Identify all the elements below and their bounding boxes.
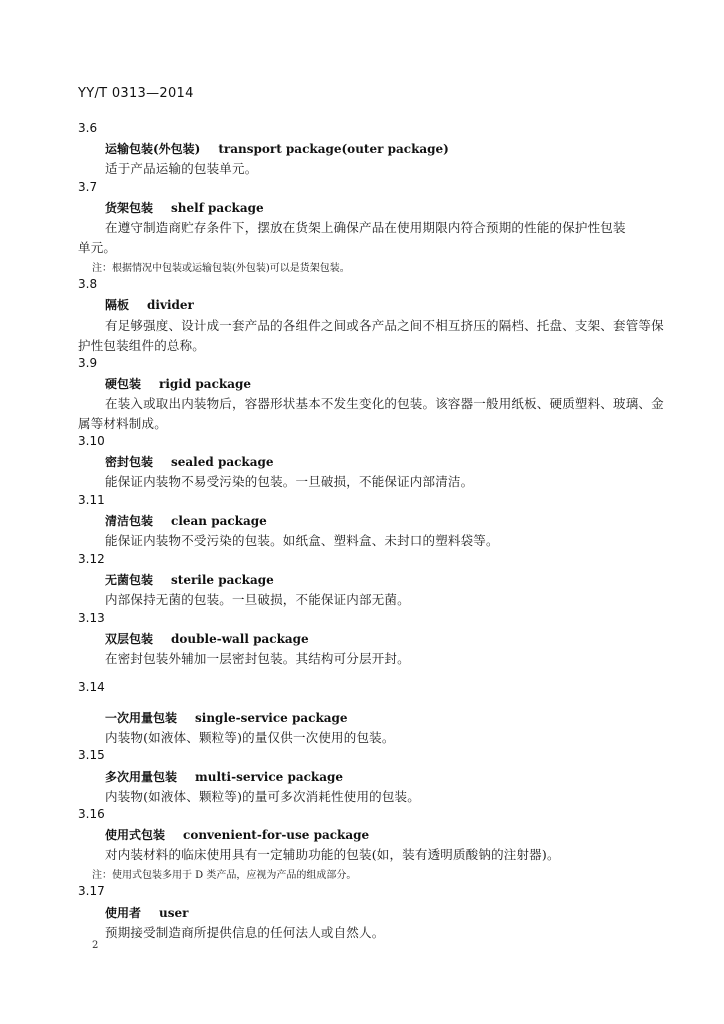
term-zh: 双层包装	[105, 632, 154, 646]
term-zh: 清洁包装	[105, 514, 154, 528]
term-heading	[105, 904, 188, 921]
clause-number: 3.12	[78, 552, 105, 566]
term-heading	[105, 453, 274, 470]
clause-number: 3.6	[78, 121, 98, 135]
term-heading	[105, 375, 251, 392]
definition-line: 对内装材料的临床使用具有一定辅助功能的包装(如，装有透明质酸钠的注射器)。	[105, 847, 560, 862]
note: 注：使用式包装多用于 D 类产品，应视为产品的组成部分。	[92, 870, 357, 881]
clause-number: 3.8	[78, 277, 98, 291]
definition-line: 有足够强度、设计成一套产品的各组件之间或各产品之间不相互挤压的隔档、托盘、支架、套管等保	[105, 318, 664, 333]
term-en: multi-service package	[195, 770, 344, 784]
term-heading	[105, 709, 348, 726]
term-en: clean package	[171, 514, 267, 528]
term-zh: 使用者	[105, 906, 142, 920]
clause-number: 3.11	[78, 493, 105, 507]
term-zh: 货架包装	[105, 201, 154, 215]
term-en: convenient-for-use package	[183, 828, 370, 842]
term-en: sterile package	[171, 573, 274, 587]
term-heading	[105, 140, 449, 157]
term-zh: 密封包装	[105, 455, 154, 469]
term-zh: 一次用量包装	[105, 711, 178, 725]
term-heading	[105, 630, 309, 647]
definition-line: 内装物(如液体、颗粒等)的量仅供一次使用的包装。	[105, 730, 395, 745]
definition-line: 能保证内装物不易受污染的包装。一旦破损，不能保证内部清洁。	[105, 474, 474, 489]
term-heading	[105, 768, 343, 785]
term-heading	[105, 512, 267, 529]
term-en: sealed package	[171, 455, 274, 469]
definition-line: 预期接受制造商所提供信息的任何法人或自然人。	[105, 925, 385, 940]
term-heading	[105, 296, 194, 313]
definition-line: 护性包装组件的总称。	[78, 338, 206, 353]
term-heading	[105, 199, 264, 216]
term-zh: 多次用量包装	[105, 770, 178, 784]
clause-number: 3.16	[78, 807, 105, 821]
clause-number: 3.15	[78, 748, 105, 762]
term-zh: 无菌包装	[105, 573, 154, 587]
definition-line: 单元。	[78, 240, 117, 255]
definition-line: 属等材料制成。	[78, 416, 167, 431]
definition-line: 内装物(如液体、颗粒等)的量可多次消耗性使用的包装。	[105, 789, 420, 804]
page-number: 2	[92, 940, 99, 951]
term-en: divider	[147, 298, 194, 312]
term-zh: 隔板	[105, 298, 130, 312]
clause-number: 3.10	[78, 434, 105, 448]
clause-number: 3.14	[78, 680, 105, 694]
clause-number: 3.9	[78, 356, 98, 370]
term-en: user	[159, 906, 189, 920]
definition-line: 内部保持无菌的包装。一旦破损，不能保证内部无菌。	[105, 592, 410, 607]
definition-line: 在装入或取出内装物后，容器形状基本不发生变化的包装。该容器一般用纸板、硬质塑料、玻璃、金	[105, 396, 664, 411]
term-en: single-service package	[195, 711, 348, 725]
term-en: rigid package	[159, 377, 252, 391]
term-en: shelf package	[171, 201, 264, 215]
term-heading	[105, 571, 274, 588]
term-zh: 硬包装	[105, 377, 142, 391]
clause-number: 3.17	[78, 884, 105, 898]
term-zh: 使用式包装	[105, 828, 166, 842]
clause-number: 3.13	[78, 611, 105, 625]
note: 注：根据情况中包装或运输包装(外包装)可以是货架包装。	[92, 263, 350, 274]
definition-line: 能保证内装物不受污染的包装。如纸盒、塑料盒、未封口的塑料袋等。	[105, 533, 499, 548]
term-zh: 运输包装(外包装)	[105, 142, 201, 156]
term-heading	[105, 826, 369, 843]
definition-line: 在密封包装外辅加一层密封包装。其结构可分层开封。	[105, 651, 410, 666]
definition-line: 适于产品运输的包装单元。	[105, 161, 258, 176]
definition-line: 在遵守制造商贮存条件下，摆放在货架上确保产品在使用期限内符合预期的性能的保护性包装	[105, 220, 626, 235]
standard-code-header: YY/T 0313—2014	[78, 86, 194, 101]
term-en: transport package(outer package)	[218, 142, 449, 156]
term-en: double-wall package	[171, 632, 309, 646]
clause-number: 3.7	[78, 180, 98, 194]
